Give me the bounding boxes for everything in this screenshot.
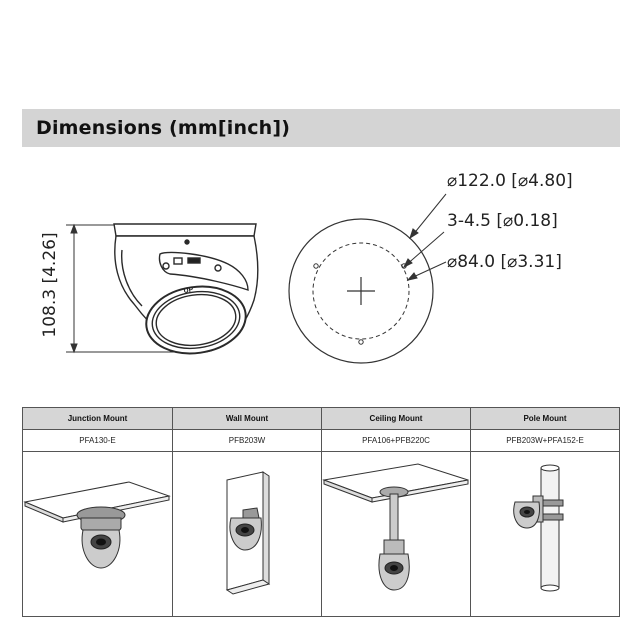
- mount-model-wall: PFB203W: [173, 429, 322, 451]
- hole-circle-diameter-label: ⌀84.0 [⌀3.31]: [447, 252, 562, 272]
- mount-model-pole: PFB203W+PFA152-E: [471, 429, 619, 451]
- mount-header-wall: Wall Mount: [173, 408, 322, 429]
- camera-top-view: [289, 194, 446, 363]
- outer-diameter-label: ⌀122.0 [⌀4.80]: [447, 171, 573, 191]
- height-dimension-label: 108.3 [4.26]: [40, 232, 60, 338]
- junction-mount-illustration: [23, 451, 173, 616]
- mount-header-pole: Pole Mount: [471, 408, 619, 429]
- mount-model-ceiling: PFA106+PFB220C: [322, 429, 471, 451]
- mount-header-junction: Junction Mount: [23, 408, 173, 429]
- mount-holes-label: 3-4.5 [⌀0.18]: [447, 211, 558, 231]
- ceiling-mount-illustration: [322, 451, 471, 616]
- mount-header-ceiling: Ceiling Mount: [322, 408, 471, 429]
- mount-table: [22, 407, 620, 617]
- wall-mount-illustration: [173, 451, 322, 616]
- mount-model-junction: PFA130-E: [23, 429, 173, 451]
- section-title: Dimensions (mm[inch]): [36, 117, 291, 139]
- pole-mount-illustration: [471, 451, 619, 616]
- up-mark: UP: [183, 286, 194, 295]
